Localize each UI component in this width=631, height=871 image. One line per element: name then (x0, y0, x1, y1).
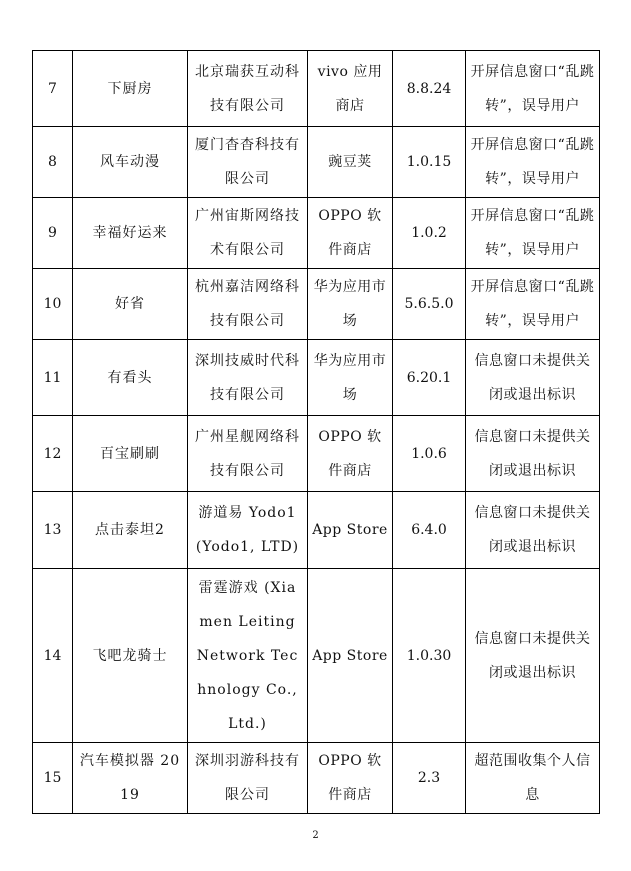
issue-description: 开屏信息窗口“乱跳转”，误导用户 (466, 127, 600, 198)
app-store: OPPO 软件商店 (308, 416, 393, 492)
row-number: 12 (33, 416, 73, 492)
app-version: 1.0.6 (393, 416, 466, 492)
row-number: 9 (33, 198, 73, 269)
app-name: 汽车模拟器 2019 (73, 743, 188, 814)
developer-name: 深圳羽游科技有限公司 (188, 743, 308, 814)
issue-description: 信息窗口未提供关闭或退出标识 (466, 569, 600, 743)
row-number: 15 (33, 743, 73, 814)
table-row (33, 416, 600, 492)
app-version: 1.0.30 (393, 569, 466, 743)
app-version: 1.0.2 (393, 198, 466, 269)
issue-description: 信息窗口未提供关闭或退出标识 (466, 416, 600, 492)
table-row (33, 743, 600, 814)
table-row (33, 51, 600, 127)
app-store: 华为应用市场 (308, 269, 393, 340)
developer-name: 广州星舰网络科技有限公司 (188, 416, 308, 492)
table-row (33, 340, 600, 416)
app-name: 百宝刷刷 (73, 416, 188, 492)
app-store: OPPO 软件商店 (308, 743, 393, 814)
app-version: 5.6.5.0 (393, 269, 466, 340)
row-number: 8 (33, 127, 73, 198)
developer-name: 游道易 Yodo1 (Yodo1, LTD) (188, 492, 308, 569)
app-store: App Store (308, 492, 393, 569)
app-name: 好省 (73, 269, 188, 340)
app-name: 飞吧龙骑士 (73, 569, 188, 743)
app-name: 下厨房 (73, 51, 188, 127)
issue-description: 信息窗口未提供关闭或退出标识 (466, 340, 600, 416)
table-row (33, 127, 600, 198)
page-number: 2 (312, 830, 319, 841)
row-number: 14 (33, 569, 73, 743)
app-store: 华为应用市场 (308, 340, 393, 416)
app-store: vivo 应用商店 (308, 51, 393, 127)
table-row (33, 492, 600, 569)
issue-description: 超范围收集个人信息 (466, 743, 600, 814)
app-name: 幸福好运来 (73, 198, 188, 269)
developer-name: 雷霆游戏 (Xiamen Leiting Network Technology Co., Ltd.) (188, 569, 308, 743)
row-number: 13 (33, 492, 73, 569)
app-store: 豌豆荚 (308, 127, 393, 198)
developer-name: 杭州嘉洁网络科技有限公司 (188, 269, 308, 340)
developer-name: 广州宙斯网络技术有限公司 (188, 198, 308, 269)
issue-description: 信息窗口未提供关闭或退出标识 (466, 492, 600, 569)
row-number: 10 (33, 269, 73, 340)
table-row (33, 198, 600, 269)
row-number: 11 (33, 340, 73, 416)
app-version: 6.20.1 (393, 340, 466, 416)
issue-description: 开屏信息窗口“乱跳转”，误导用户 (466, 198, 600, 269)
row-number: 7 (33, 51, 73, 127)
app-version: 1.0.15 (393, 127, 466, 198)
app-violation-table (32, 50, 600, 814)
table-body (33, 51, 600, 814)
app-store: OPPO 软件商店 (308, 198, 393, 269)
developer-name: 厦门杳杳科技有限公司 (188, 127, 308, 198)
table-row (33, 569, 600, 743)
issue-description: 开屏信息窗口“乱跳转”，误导用户 (466, 51, 600, 127)
app-version: 6.4.0 (393, 492, 466, 569)
app-name: 风车动漫 (73, 127, 188, 198)
app-version: 8.8.24 (393, 51, 466, 127)
app-version: 2.3 (393, 743, 466, 814)
developer-name: 深圳技威时代科技有限公司 (188, 340, 308, 416)
issue-description: 开屏信息窗口“乱跳转”，误导用户 (466, 269, 600, 340)
developer-name: 北京瑞获互动科技有限公司 (188, 51, 308, 127)
app-store: App Store (308, 569, 393, 743)
table-row (33, 269, 600, 340)
app-name: 有看头 (73, 340, 188, 416)
app-name: 点击泰坦2 (73, 492, 188, 569)
